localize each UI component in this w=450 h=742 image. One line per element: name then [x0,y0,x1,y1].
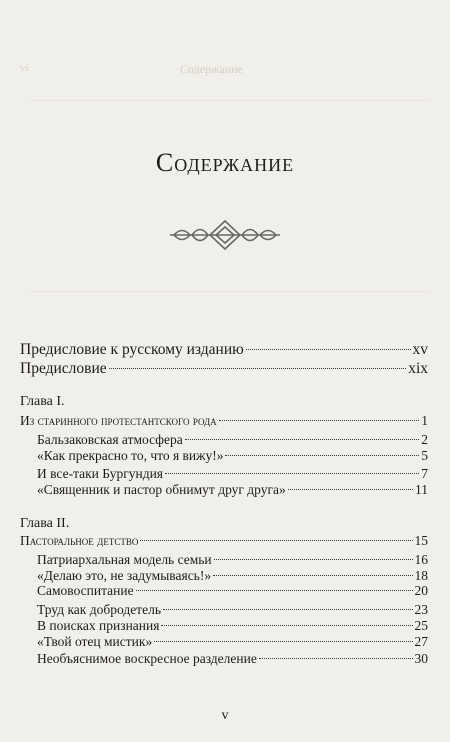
toc-entry-label: Необъяснимое воскресное разделение [37,651,257,666]
toc-entry-page: 1 [421,413,428,428]
dot-leader [161,625,412,626]
toc-entry-page: xv [412,341,428,358]
toc-entry[interactable] [37,634,428,650]
dot-leader [154,641,412,642]
toc-entry[interactable] [37,583,428,599]
ornament-divider [0,218,450,257]
toc-entry-label: «Священник и пастор обнимут друг друга» [37,482,286,497]
toc-entry-page: 16 [414,552,428,567]
toc-entry[interactable] [37,448,428,464]
toc-entry-page: 5 [421,448,428,463]
toc-entry-label: И все-таки Бургундия [37,466,164,481]
toc-entry[interactable] [37,466,428,482]
toc-entry-label: Из старинного протестантского рода [20,413,217,428]
chapter-label: Глава II. [20,516,70,531]
dot-leader [213,575,412,576]
toc-entry-label: «Как прекрасно то, что я вижу!» [37,448,224,463]
toc-entry-label: Труд как добродетель [37,602,161,617]
toc-entry-page: 27 [414,634,428,649]
toc-entry[interactable] [37,618,428,634]
dot-leader [225,455,419,456]
toc-entry-page: 11 [415,482,428,497]
toc-entry[interactable] [37,651,428,667]
toc-entry-label: Бальзаковская атмосфера [37,432,183,447]
dot-leader [219,420,420,421]
dot-leader [288,489,413,490]
dot-leader [140,540,412,541]
toc-entry-preface[interactable] [20,360,428,378]
toc-entry-page: 15 [414,533,428,548]
toc-entry-label: В поисках признания [37,618,160,633]
toc-entry-page: 2 [421,432,428,447]
toc-entry-page: 23 [414,602,428,617]
toc-entry[interactable] [37,432,428,448]
toc-entry-page: 25 [414,618,428,633]
toc-entry-label: Самовоспитание [37,583,134,598]
toc-entry-label: Патриархальная модель семьи [37,552,212,567]
toc-entry-page: 18 [414,568,428,583]
dot-leader [163,609,413,610]
page-title: Содержание [155,148,295,177]
dot-leader [214,559,413,560]
toc-entry-page: 20 [414,583,428,598]
toc-entry-label: «Делаю это, не задумываясь!» [37,568,212,583]
toc-entry[interactable] [37,552,428,568]
toc-entry[interactable] [37,482,428,498]
page-number: v [221,708,229,723]
dot-leader [185,439,420,440]
bleed-through-block [30,100,430,292]
toc-entry-page: xix [408,360,428,377]
toc-entry[interactable] [37,568,428,584]
toc-chapter-title[interactable] [20,413,428,429]
toc-entry-page: 7 [421,466,428,481]
toc-entry-page: 30 [414,651,428,666]
toc-entry[interactable] [37,602,428,618]
toc-entry-preface-ru[interactable] [20,341,428,359]
dot-leader [259,658,413,659]
ornament-icon [170,218,280,252]
toc-entry-label: Предисловие к русскому изданию [20,341,244,358]
dot-leader [165,473,419,474]
dot-leader [136,590,413,591]
toc-entry-label: «Твой отец мистик» [37,634,153,649]
bleed-through-text: vi [20,62,29,74]
toc-entry-label: Предисловие [20,360,107,377]
dot-leader [246,349,411,350]
toc-entry-label: Пасторальное детство [20,533,139,548]
toc-chapter-title[interactable] [20,533,428,549]
dot-leader [109,368,407,369]
chapter-label: Глава I. [20,394,65,409]
bleed-through-text: Содержание [180,62,243,76]
